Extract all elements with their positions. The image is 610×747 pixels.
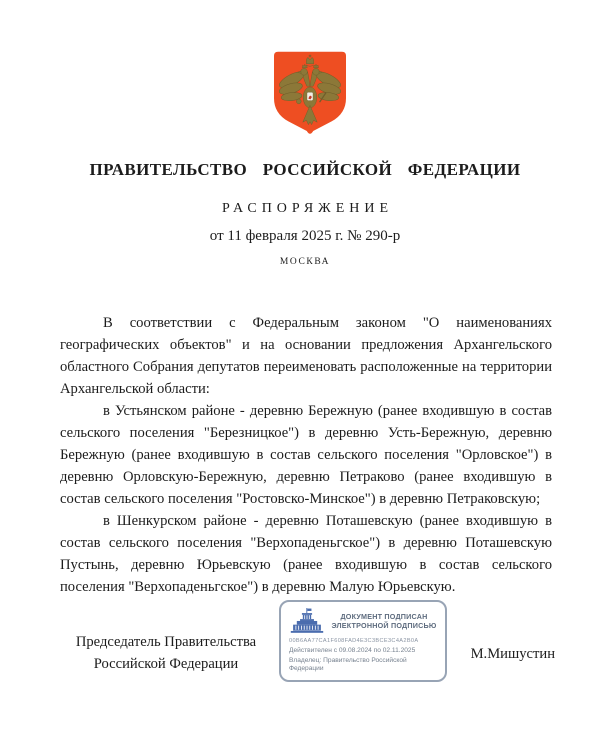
signer-title <box>66 631 266 675</box>
doc-type-heading: РАСПОРЯЖЕНИЕ <box>221 201 394 216</box>
paragraph-ustyansky-district: в Устьянском районе - деревню Бережную (ранее входившую в состав сельского поселения "Березницкое") в деревню Усть-Бережную, деревню Бережную (ранее входившую в состав сельского поселения "Орловское") в деревню Орловскую-Бережную, деревню Петраково (ранее входившую в состав сельского поселения "Ростовско-Минское") в деревню Петраковскую; <box>60 403 552 507</box>
paragraph-shenkursky-district: в Шенкурском районе - деревню Поташевскую (ранее входившую в состав сельского поселения "Верхопаденьгское") в деревню Поташевскую Пустынь, деревню Юрьевскую (ранее входившую в состав сельского поселения "Верхопаденьгское") в деревню Малую Юрьевскую. <box>60 513 552 595</box>
stamp-title-line1: ДОКУМЕНТ ПОДПИСАН <box>340 611 428 621</box>
certificate-owner: Владелец: Правительство Российской Федерации <box>289 657 407 672</box>
certificate-number: 00B6AA77CA1F608FAD4E3C3BCE3C4A2B0A <box>289 638 419 644</box>
russia-coat-of-arms-icon <box>270 51 350 139</box>
government-building-icon <box>289 608 325 633</box>
org-title: ПРАВИТЕЛЬСТВО РОССИЙСКОЙ ФЕДЕРАЦИИ <box>89 160 521 179</box>
signer-title-line1: Председатель Правительства <box>75 634 257 650</box>
signer-name: М.Мишустин <box>470 646 555 662</box>
certificate-validity: Действителен с 09.08.2024 по 02.11.2025 <box>289 647 416 654</box>
stamp-title <box>331 612 437 630</box>
doc-date-number: от 11 февраля 2025 г. № 290-р <box>209 228 401 244</box>
stamp-header <box>289 608 437 633</box>
doc-body <box>60 312 552 598</box>
doc-city: МОСКВА <box>279 257 331 267</box>
digital-signature-stamp <box>279 600 447 682</box>
paragraph-intro: В соответствии с Федеральным законом "О наименованиях географических объектов" и на основании предложения Архангельского областного Собрания депутатов переименовать расположенные на территории Архангельской области: <box>60 315 552 397</box>
signer-title-line2: Российской Федерации <box>93 656 239 672</box>
stamp-title-line2: ЭЛЕКТРОННОЙ ПОДПИСЬЮ <box>331 620 437 630</box>
